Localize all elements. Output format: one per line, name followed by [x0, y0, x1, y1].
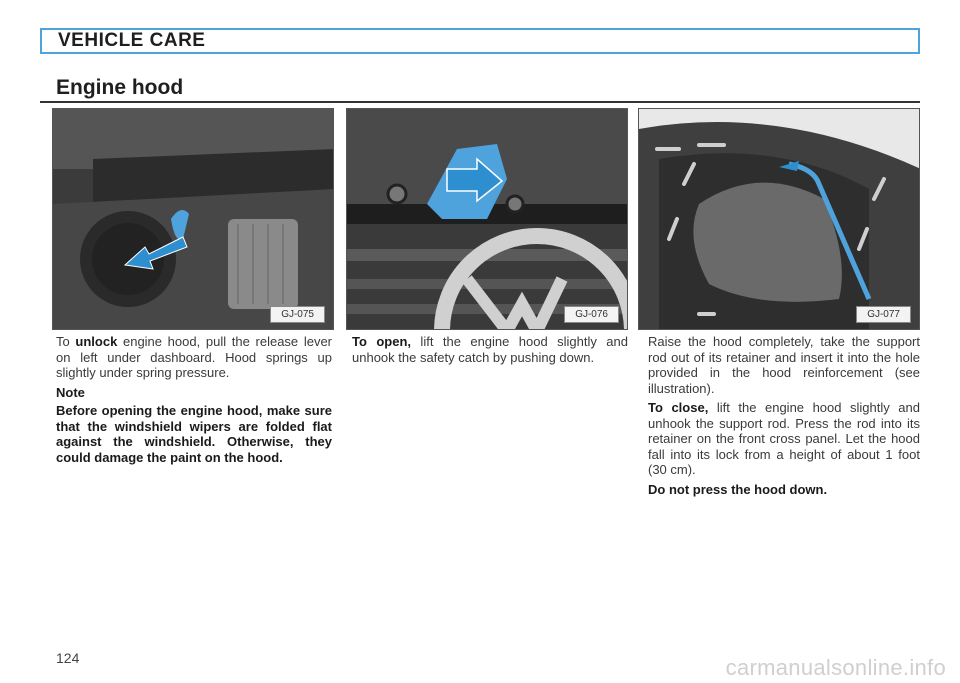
raise-paragraph: Raise the hood completely, take the support rod out of its retainer and insert it into the hole provided in the hood reinforcement (see illustration). [648, 334, 920, 396]
release-lever-illustration [53, 109, 334, 330]
column-unlock [56, 334, 332, 469]
safety-catch-illustration [347, 109, 628, 330]
close-keyword: To close, [648, 400, 709, 415]
unlock-paragraph: To unlock engine hood, pull the release lever on left under dashboard. Hood springs up slightly under spring pressure. [56, 334, 332, 380]
warning-text: Do not press the hood down. [648, 481, 828, 497]
unlock-keyword: unlock [75, 334, 118, 349]
close-paragraph: To close, lift the engine hood slightly and unhook the support rod. Press the rod into its retainer on the front cross panel. Let the hood fall into its lock from a height of about 1 foot (30 cm). [648, 400, 920, 477]
section-title: Engine hood [56, 76, 184, 99]
open-paragraph: To open, lift the engine hood slightly and unhook the safety catch by pushing down. [352, 334, 628, 365]
figure-release-lever [52, 108, 334, 330]
note-text: Before opening the engine hood, make sure that the windshield wipers are folded flat against the windshield. Otherwise, they could damage the paint on the hood. [56, 403, 332, 465]
page-number: 124 [56, 650, 80, 666]
figure-support-rod [638, 108, 920, 330]
figure-label: GJ-075 [270, 306, 325, 323]
section-rule [40, 101, 920, 103]
watermark: carmanualsonline.info [725, 655, 946, 680]
figure-label: GJ-076 [564, 306, 619, 323]
note-heading: Note [56, 384, 85, 400]
figure-label: GJ-077 [856, 306, 911, 323]
figure-safety-catch [346, 108, 628, 330]
open-keyword: To open, [352, 334, 412, 349]
chapter-header-bar [40, 28, 920, 54]
chapter-title: VEHICLE CARE [58, 30, 206, 51]
support-rod-illustration [639, 109, 920, 330]
column-close [648, 334, 920, 501]
column-open [352, 334, 628, 369]
